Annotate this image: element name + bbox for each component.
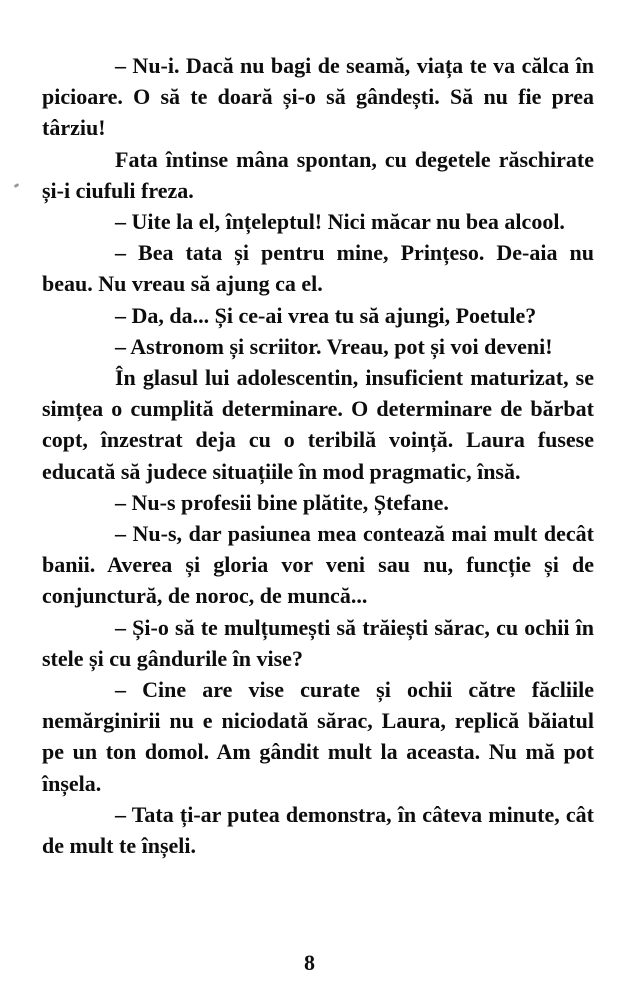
page-number: 8	[304, 950, 315, 975]
paragraph-3: – Uite la el, înțeleptul! Nici măcar nu bea alcool.	[115, 209, 565, 235]
paragraph-9: – Nu-s, dar pasiunea mea contează mai mult decât banii. Averea și gloria vor veni sau nu, funcție și de conjunctură, de noroc, de muncă...	[42, 521, 594, 609]
paragraph-1: – Nu-i. Dacă nu bagi de seamă, viața te va călca în picioare. O să te doară și-o să gândești. Să nu fie prea târziu!	[42, 53, 594, 141]
paragraph-2: Fata întinse mâna spontan, cu degetele răschirate și-i ciufuli freza.	[42, 146, 594, 203]
paragraph-4: – Bea tata și pentru mine, Prințeso. De-aia nu beau. Nu vreau să ajung ca el.	[42, 240, 594, 297]
paragraph-10: – Și-o să te mulțumești să trăiești sărac, cu ochii în stele și cu gândurile în vise?	[42, 614, 594, 671]
book-page-text	[42, 50, 594, 861]
paragraph-7: În glasul lui adolescentin, insuficient maturizat, se simțea o cumplită determinare. O determinare de bărbat copt, înzestrat deja cu o teribilă voință. Laura fusese educată să judece situațiile în mod pragmatic, însă.	[42, 365, 594, 484]
paragraph-5: – Da, da... Și ce-ai vrea tu să ajungi, Poetule?	[115, 302, 537, 328]
scan-speck	[14, 183, 20, 188]
paragraph-8: – Nu-s profesii bine plătite, Ștefane.	[115, 489, 449, 515]
paragraph-11: – Cine are vise curate și ochii către făcliile nemărginirii nu e niciodată sărac, Laura, replică băiatul pe un ton domol. Am gândit mult la aceasta. Nu mă pot înșela.	[42, 677, 594, 796]
paragraph-6: – Astronom și scriitor. Vreau, pot și voi deveni!	[115, 333, 553, 359]
paragraph-12: – Tata ți-ar putea demonstra, în câteva minute, cât de mult te înșeli.	[42, 801, 594, 859]
